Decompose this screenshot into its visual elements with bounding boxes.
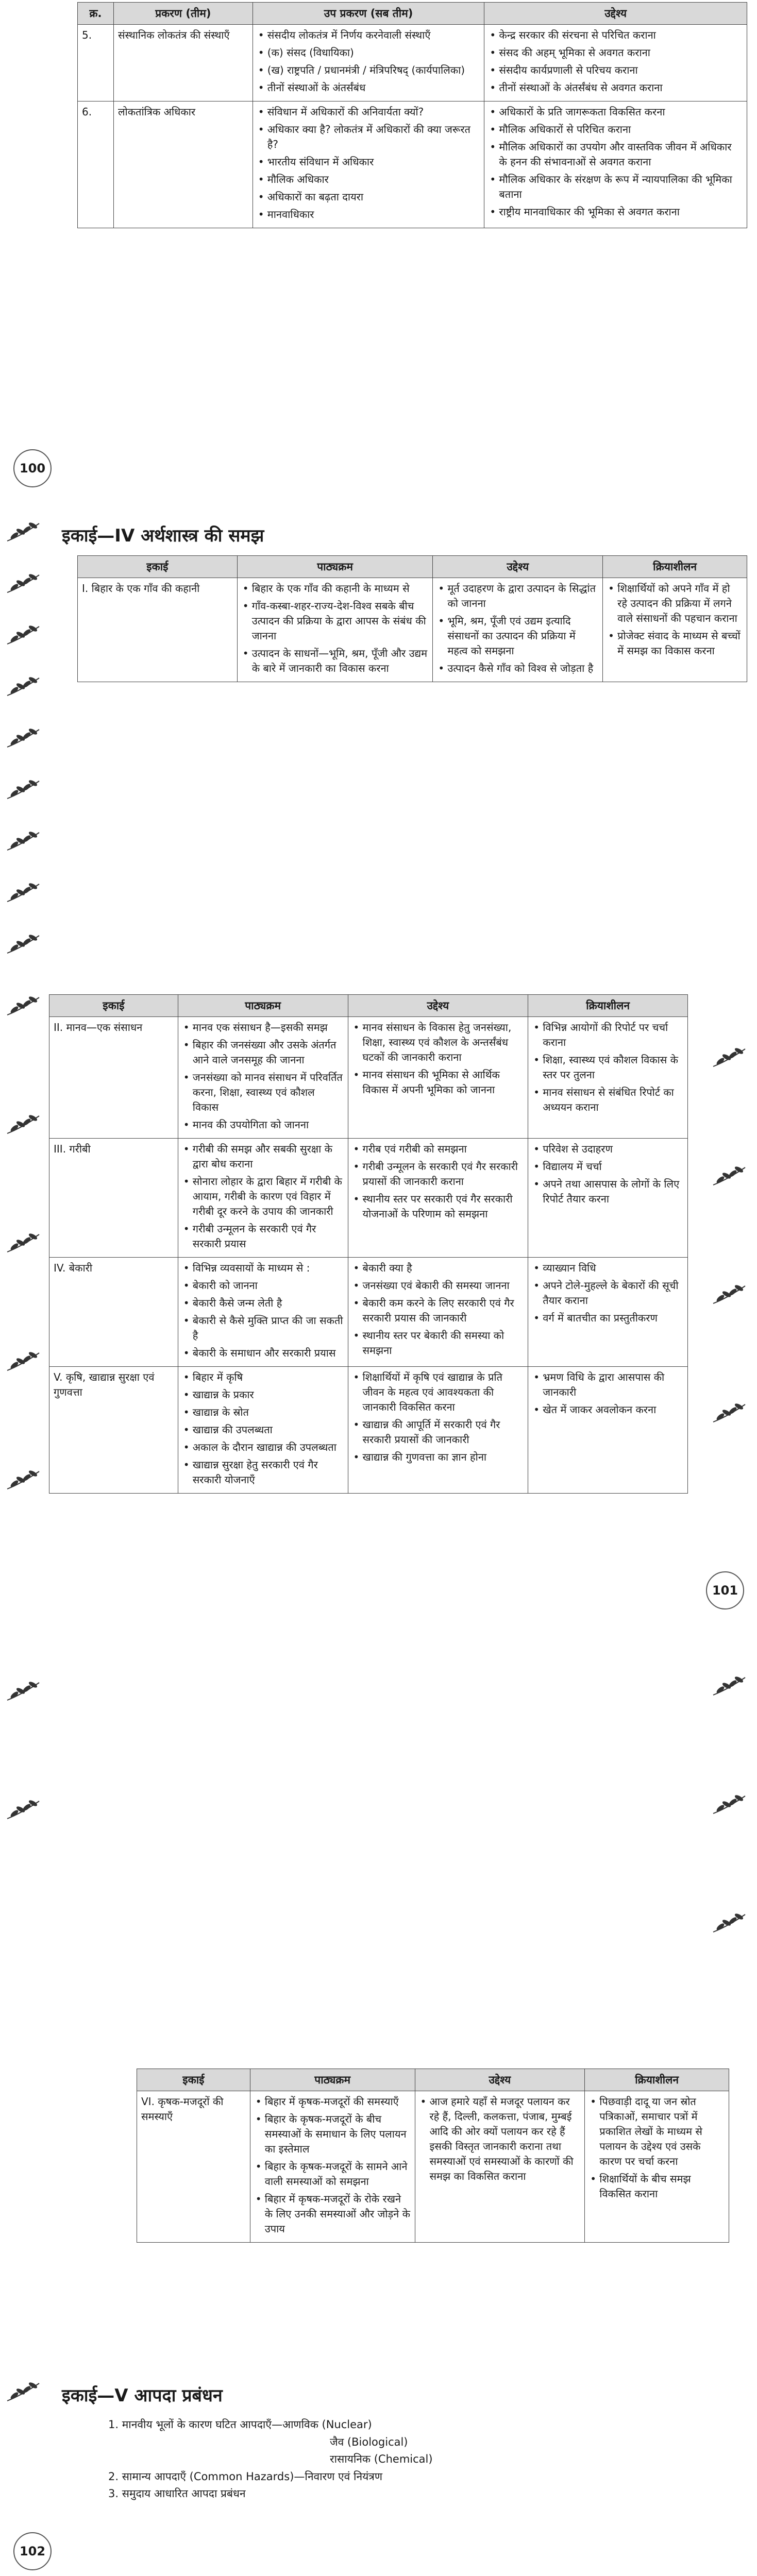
cell-bullet-list [532, 1370, 683, 1417]
list-item: • उत्पादन के साधनों—भूमि, श्रम, पूँजी और उद्यम के बारे में जानकारी का विकास करना [242, 646, 429, 676]
col-header-unit: इकाई [49, 995, 178, 1017]
leaf-ornament-icon [711, 1283, 747, 1307]
col-header-objective: उद्देश्य [415, 2069, 585, 2091]
leaf-ornament-icon [711, 1046, 747, 1070]
list-item: • मौलिक अधिकार के संरक्षण के रूप में न्यायपालिका की भूमिका बताना [489, 172, 743, 202]
table-row [78, 578, 747, 682]
table-row [78, 101, 747, 228]
table-cell-unit: VI. कृषक-मजदूरों की समस्याएँ [137, 2091, 250, 2243]
col-header-course: पाठ्यक्रम [178, 995, 348, 1017]
list-item: • प्रोजेक्ट संवाद के माध्यम से बच्चों में समझ का विकास करना [607, 629, 743, 658]
list-item: • मानव संसाधन की भूमिका से आर्थिक विकास में अपनी भूमिका को जानना [352, 1067, 524, 1097]
list-item: • भूमि, श्रम, पूँजी एवं उद्यम इत्यादि संसाधनों का उत्पादन की प्रक्रिया में महत्व को समझना [437, 614, 598, 658]
list-item: • मौलिक अधिकार [257, 172, 480, 187]
leaf-ornament-icon [5, 1468, 41, 1492]
leaf-ornament-icon [5, 778, 41, 802]
col-header-course: पाठ्यक्रम [237, 556, 433, 578]
cell-bullet-list [352, 1020, 524, 1097]
table-cell-course [178, 1367, 348, 1494]
col-header-unit: इकाई [78, 556, 238, 578]
list-item: • सोनारा लोहार के द्वारा बिहार में गरीबी के आयाम, गरीबी के कारण एवं विहार में गरीबी दूर करने के उपाय की जानकारी [182, 1174, 344, 1219]
leaf-ornament-icon [5, 1798, 41, 1822]
list-item: • बिहार की जनसंख्या और उसके अंतर्गत आने वाले जनसमूह की जानना [182, 1038, 344, 1067]
cell-bullet-list [352, 1261, 524, 1358]
cell-bullet-list [607, 581, 743, 658]
table-row [49, 1367, 688, 1494]
leaf-ornament-icon [5, 1350, 41, 1374]
cell-bullet-list [532, 1261, 683, 1326]
list-item: • आज हमारे यहाँ से मजदूर पलायन कर रहे हैं, दिल्ली, कलकत्ता, पंजाब, मुम्बई आदि की ओर क्यों पलायन कर रहे हैं इसकी विस्तृत जानकारी कराना तथा समस्याओं एवं समस्याओं के कारणों की समझ का विकसित कराना [419, 2094, 581, 2184]
cell-bullet-list [419, 2094, 581, 2184]
list-item: • अकाल के दौरान खाद्यान्न की उपलब्धता [182, 1440, 344, 1455]
cell-bullet-list [589, 2094, 725, 2201]
list-item: • शिक्षार्थियों के बीच समझ विकसित कराना [589, 2172, 725, 2201]
list-item: • जनसंख्या को मानव संसाधन में परिवर्तित करना, शिक्षा, स्वास्थ्य एवं कौशल विकास [182, 1070, 344, 1115]
list-item: • व्याख्यान विधि [532, 1261, 683, 1276]
list-item: • शिक्षार्थियों में कृषि एवं खाद्यान्न के प्रति जीवन के महत्व एवं आवश्यकता की जानकारी विकसित करना [352, 1370, 524, 1415]
list-item: • राष्ट्रीय मानवाधिकार की भूमिका से अवगत कराना [489, 205, 743, 219]
list-item: • तीनों संस्थाओं के अंतर्संबंध से अवगत कराना [489, 80, 743, 95]
leaf-ornament-icon [5, 520, 41, 544]
hazard-item: रासायनिक (Chemical) [330, 2453, 433, 2466]
list-item: • स्थानीय स्तर पर सरकारी एवं गैर सरकारी योजनाओं के परिणाम को समझना [352, 1192, 524, 1222]
col-header-activity: क्रियाशीलन [585, 2069, 729, 2091]
list-item: • तीनों संस्थाओं के अंतर्संबंध [257, 80, 480, 95]
list-item: • गरीबी की समझ और सबकी सुरक्षा के द्वारा बोध कराना [182, 1142, 344, 1172]
page-number-102: 102 [13, 2532, 52, 2570]
leaf-ornament-icon [5, 675, 41, 699]
col-header-activity: क्रियाशीलन [528, 995, 688, 1017]
list-item: • शिक्षा, स्वास्थ्य एवं कौशल विकास के स्तर पर तुलना [532, 1053, 683, 1082]
table-cell-course [178, 1017, 348, 1139]
list-item: • मौलिक अधिकारों से परिचित कराना [489, 122, 743, 137]
list-item: • विभिन्न आयोगों की रिपोर्ट पर चर्चा कराना [532, 1020, 683, 1050]
table-row [49, 1017, 688, 1139]
list-item: • बेकारी कैसे जन्म लेती है [182, 1296, 344, 1311]
table-row [137, 2091, 729, 2243]
table-cell-obj [433, 578, 603, 682]
list-item: • बेकारी से कैसे मुक्ति प्राप्त की जा सकती है [182, 1313, 344, 1343]
list-item: • अधिकारों का बढ़ता दायरा [257, 190, 480, 205]
list-item: • बेकारी को जानना [182, 1278, 344, 1293]
table-cell-course [178, 1258, 348, 1367]
list-item: • बिहार के कृषक-मजदूरों के बीच समस्याओं के समाधान के लिए पलायन का इस्तेमाल [255, 2112, 411, 2157]
list-item: • संसदीय कार्यप्रणाली से परिचय कराना [489, 63, 743, 78]
list-item: • गरीब एवं गरीबी को समझना [352, 1142, 524, 1157]
table-cell-unit: IV. बेकारी [49, 1258, 178, 1367]
cell-bullet-list [257, 28, 480, 95]
list-item: • मूर्त उदाहरण के द्वारा उत्पादन के सिद्धांत को जानना [437, 581, 598, 611]
table-cell-no: 5. [78, 25, 114, 101]
leaf-ornament-icon [711, 1164, 747, 1188]
leaf-ornament-icon [5, 933, 41, 956]
civics-topics-table [77, 2, 747, 228]
page-number-101: 101 [706, 1571, 744, 1609]
list-item: • बिहार में कृषक-मजदूरों के रोके रखने के लिए उनकी समस्याओं और जोड़ने के उपाय [255, 2192, 411, 2236]
cell-bullet-list [437, 581, 598, 676]
col-header-activity: क्रियाशीलन [603, 556, 747, 578]
list-item: • अधिकार क्या है? लोकतंत्र में अधिकारों की क्या जरूरत है? [257, 122, 480, 152]
table-cell-course [178, 1139, 348, 1258]
hazard-item: 1. मानवीय भूलों के कारण घटित आपदाएँ—आणविक (Nuclear) [108, 2418, 372, 2431]
leaf-ornament-icon [711, 1401, 747, 1425]
list-item: • जनसंख्या एवं बेकारी की समस्या जानना [352, 1278, 524, 1293]
hazard-list [108, 2416, 572, 2503]
table-cell-obj [415, 2091, 585, 2243]
list-item: • परिवेश से उदाहरण [532, 1142, 683, 1157]
leaf-ornament-icon [711, 1793, 747, 1817]
col-header-objective: उद्देश्य [348, 995, 528, 1017]
cell-bullet-list [182, 1142, 344, 1251]
cell-bullet-list [242, 581, 429, 676]
leaf-ornament-icon [711, 1674, 747, 1698]
list-item: • अपने तथा आसपास के लोगों के लिए रिपोर्ट तैयार करना [532, 1177, 683, 1207]
table-cell-act [528, 1258, 688, 1367]
list-item: • बिहार में कृषि [182, 1370, 344, 1385]
list-item: • विभिन्न व्यवसायों के माध्यम से : [182, 1261, 344, 1276]
table-row [78, 25, 747, 101]
cell-bullet-list [489, 105, 743, 219]
page-number-100: 100 [13, 449, 52, 487]
list-item: • (ख) राष्ट्रपति / प्रधानमंत्री / मंत्रिपरिषद् (कार्यपालिका) [257, 63, 480, 78]
list-item: • गरीबी उन्मूलन के सरकारी एवं गैर सरकारी प्रयासों की जानकारी कराना [352, 1159, 524, 1189]
table-cell-topic: लोकतांत्रिक अधिकार [113, 101, 253, 228]
table-cell-unit: II. मानव—एक संसाधन [49, 1017, 178, 1139]
list-item: • गाँव-कस्बा-शहर-राज्य-देश-विश्व सबके बीच उत्पादन की प्रक्रिया के द्वारा आपस के संबंध की जानना [242, 599, 429, 643]
leaf-ornament-icon [5, 1113, 41, 1137]
economics-units-table [49, 994, 688, 1494]
list-item: • भारतीय संविधान में अधिकार [257, 155, 480, 170]
list-item: • संसद की अहम् भूमिका से अवगत कराना [489, 45, 743, 60]
table-cell-course [237, 578, 433, 682]
list-item: • खाद्यान्न के स्रोत [182, 1405, 344, 1420]
cell-bullet-list [257, 105, 480, 222]
list-item: • (क) संसद (विधायिका) [257, 45, 480, 60]
table-cell-no: 6. [78, 101, 114, 228]
col-header-number: क्र. [78, 3, 114, 25]
table-cell-sub [253, 101, 484, 228]
list-item: • संसदीय लोकतंत्र में निर्णय करनेवाली संस्थाएँ [257, 28, 480, 43]
table-cell-obj [348, 1258, 528, 1367]
economics-unit-1-table [77, 555, 747, 682]
unit-4-heading: इकाई—IV अर्थशास्त्र की समझ [62, 526, 264, 546]
leaf-ornament-icon [5, 994, 41, 1018]
cell-bullet-list [182, 1020, 344, 1132]
list-item: • बिहार में कृषक-मजदूरों की समस्याएँ [255, 2094, 411, 2109]
list-item: • पिछवाड़ी दादू या जन स्रोत पत्रिकाओं, समाचार पत्रों में प्रकाशित लेखों के माध्यम से पलायन के उद्देश्य एवं उसके कारण पर चर्चा करना [589, 2094, 725, 2169]
table-row [49, 1258, 688, 1367]
table-cell-obj [484, 25, 747, 101]
col-header-objective: उद्देश्य [433, 556, 603, 578]
list-item: • संविधान में अधिकारों की अनिवार्यता क्यों? [257, 105, 480, 120]
leaf-ornament-icon [711, 1911, 747, 1935]
list-item: • बेकारी के समाधान और सरकारी प्रयास [182, 1346, 344, 1361]
col-header-subtopic: उप प्रकरण (सब तीम) [253, 3, 484, 25]
cell-bullet-list [532, 1142, 683, 1207]
list-item: • शिक्षार्थियों को अपने गाँव में हो रहे उत्पादन की प्रक्रिया में लगने वाले संसाधनों की पहचान कराना [607, 581, 743, 626]
list-item: • मानवाधिकार [257, 207, 480, 222]
list-item: • विद्यालय में चर्चा [532, 1159, 683, 1174]
table-cell-obj [484, 101, 747, 228]
hazard-item: जैव (Biological) [330, 2435, 408, 2448]
table-row [49, 1139, 688, 1258]
leaf-ornament-icon [5, 2380, 41, 2404]
cell-bullet-list [352, 1370, 524, 1465]
leaf-ornament-icon [5, 829, 41, 853]
table-cell-unit: I. बिहार के एक गाँव की कहानी [78, 578, 238, 682]
cell-bullet-list [182, 1370, 344, 1487]
table-cell-act [528, 1367, 688, 1494]
table-cell-unit: V. कृषि, खाद्यान्न सुरक्षा एवं गुणवत्ता [49, 1367, 178, 1494]
table-cell-act [528, 1139, 688, 1258]
list-item: • बिहार के कृषक-मजदूरों के सामने आने वाली समस्याओं को समझना [255, 2159, 411, 2189]
economics-unit-6-table [137, 2069, 729, 2243]
list-item: • खाद्यान्न की उपलब्धता [182, 1422, 344, 1437]
list-item: • खाद्यान्न के प्रकार [182, 1387, 344, 1402]
list-item: • खाद्यान्न की गुणवत्ता का ज्ञान होना [352, 1450, 524, 1465]
list-item: • मौलिक अधिकारों का उपयोग और वास्तविक जीवन में अधिकार के हनन की संभावनाओं से अवगत कराना [489, 140, 743, 170]
col-header-objective: उद्देश्य [484, 3, 747, 25]
list-item: • गरीबी उन्मूलन के सरकारी एवं गैर सरकारी प्रयास [182, 1222, 344, 1251]
list-item: • मानव संसाधन के विकास हेतु जनसंख्या, शिक्षा, स्वास्थ्य एवं कौशल के अन्तर्संबंध घटकों की जानकारी कराना [352, 1020, 524, 1065]
list-item: • केन्द्र सरकार की संरचना से परिचित कराना [489, 28, 743, 43]
table-cell-topic: संस्थानिक लोकतंत्र की संस्थाएँ [113, 25, 253, 101]
col-header-course: पाठ्यक्रम [250, 2069, 415, 2091]
table-cell-obj [348, 1139, 528, 1258]
list-item: • मानव संसाधन से संबंधित रिपोर्ट का अध्ययन कराना [532, 1085, 683, 1115]
list-item: • बिहार के एक गाँव की कहानी के माध्यम से [242, 581, 429, 596]
table-cell-obj [348, 1367, 528, 1494]
list-item: • बेकारी क्या है [352, 1261, 524, 1276]
table-cell-sub [253, 25, 484, 101]
leaf-ornament-icon [5, 1680, 41, 1703]
table-cell-act [585, 2091, 729, 2243]
table-cell-course [250, 2091, 415, 2243]
leaf-ornament-icon [5, 881, 41, 905]
col-header-unit: इकाई [137, 2069, 250, 2091]
hazard-item: 3. समुदाय आधारित आपदा प्रबंधन [108, 2487, 246, 2500]
list-item: • स्थानीय स्तर पर बेकारी की समस्या को समझना [352, 1328, 524, 1358]
list-item: • उत्पादन कैसे गाँव को विश्व से जोड़ता है [437, 661, 598, 676]
leaf-ornament-icon [5, 572, 41, 596]
table-cell-obj [348, 1017, 528, 1139]
table-cell-act [528, 1017, 688, 1139]
hazard-item: 2. सामान्य आपदाएँ (Common Hazards)—निवारण एवं नियंत्रण [108, 2470, 383, 2483]
list-item: • खाद्यान्न सुरक्षा हेतु सरकारी एवं गैर सरकारी योजनाएँ [182, 1458, 344, 1487]
cell-bullet-list [352, 1142, 524, 1222]
list-item: • बेकारी कम करने के लिए सरकारी एवं गैर सरकारी प्रयास की जानकारी [352, 1296, 524, 1326]
list-item: • अपने टोले-मुहल्ले के बेकारों की सूची तैयार कराना [532, 1278, 683, 1308]
table-cell-act [603, 578, 747, 682]
leaf-ornament-icon [5, 1231, 41, 1255]
cell-bullet-list [182, 1261, 344, 1361]
cell-bullet-list [489, 28, 743, 95]
list-item: • वर्ग में बातचीत का प्रस्तुतीकरण [532, 1311, 683, 1326]
cell-bullet-list [532, 1020, 683, 1115]
table-cell-unit: III. गरीबी [49, 1139, 178, 1258]
list-item: • मानव एक संसाधन है—इसकी समझ [182, 1020, 344, 1035]
cell-bullet-list [255, 2094, 411, 2236]
col-header-topic: प्रकरण (तीम) [113, 3, 253, 25]
list-item: • मानव की उपयोगिता को जानना [182, 1117, 344, 1132]
leaf-ornament-icon [5, 623, 41, 647]
list-item: • खाद्यान्न की आपूर्ति में सरकारी एवं गैर सरकारी प्रयासों की जानकारी [352, 1417, 524, 1447]
list-item: • खेत में जाकर अवलोकन करना [532, 1402, 683, 1417]
list-item: • भ्रमण विधि के द्वारा आसपास की जानकारी [532, 1370, 683, 1400]
unit-5-heading: इकाई—V आपदा प्रबंधन [62, 2385, 223, 2406]
leaf-ornament-icon [5, 726, 41, 750]
list-item: • अधिकारों के प्रति जागरूकता विकसित करना [489, 105, 743, 120]
